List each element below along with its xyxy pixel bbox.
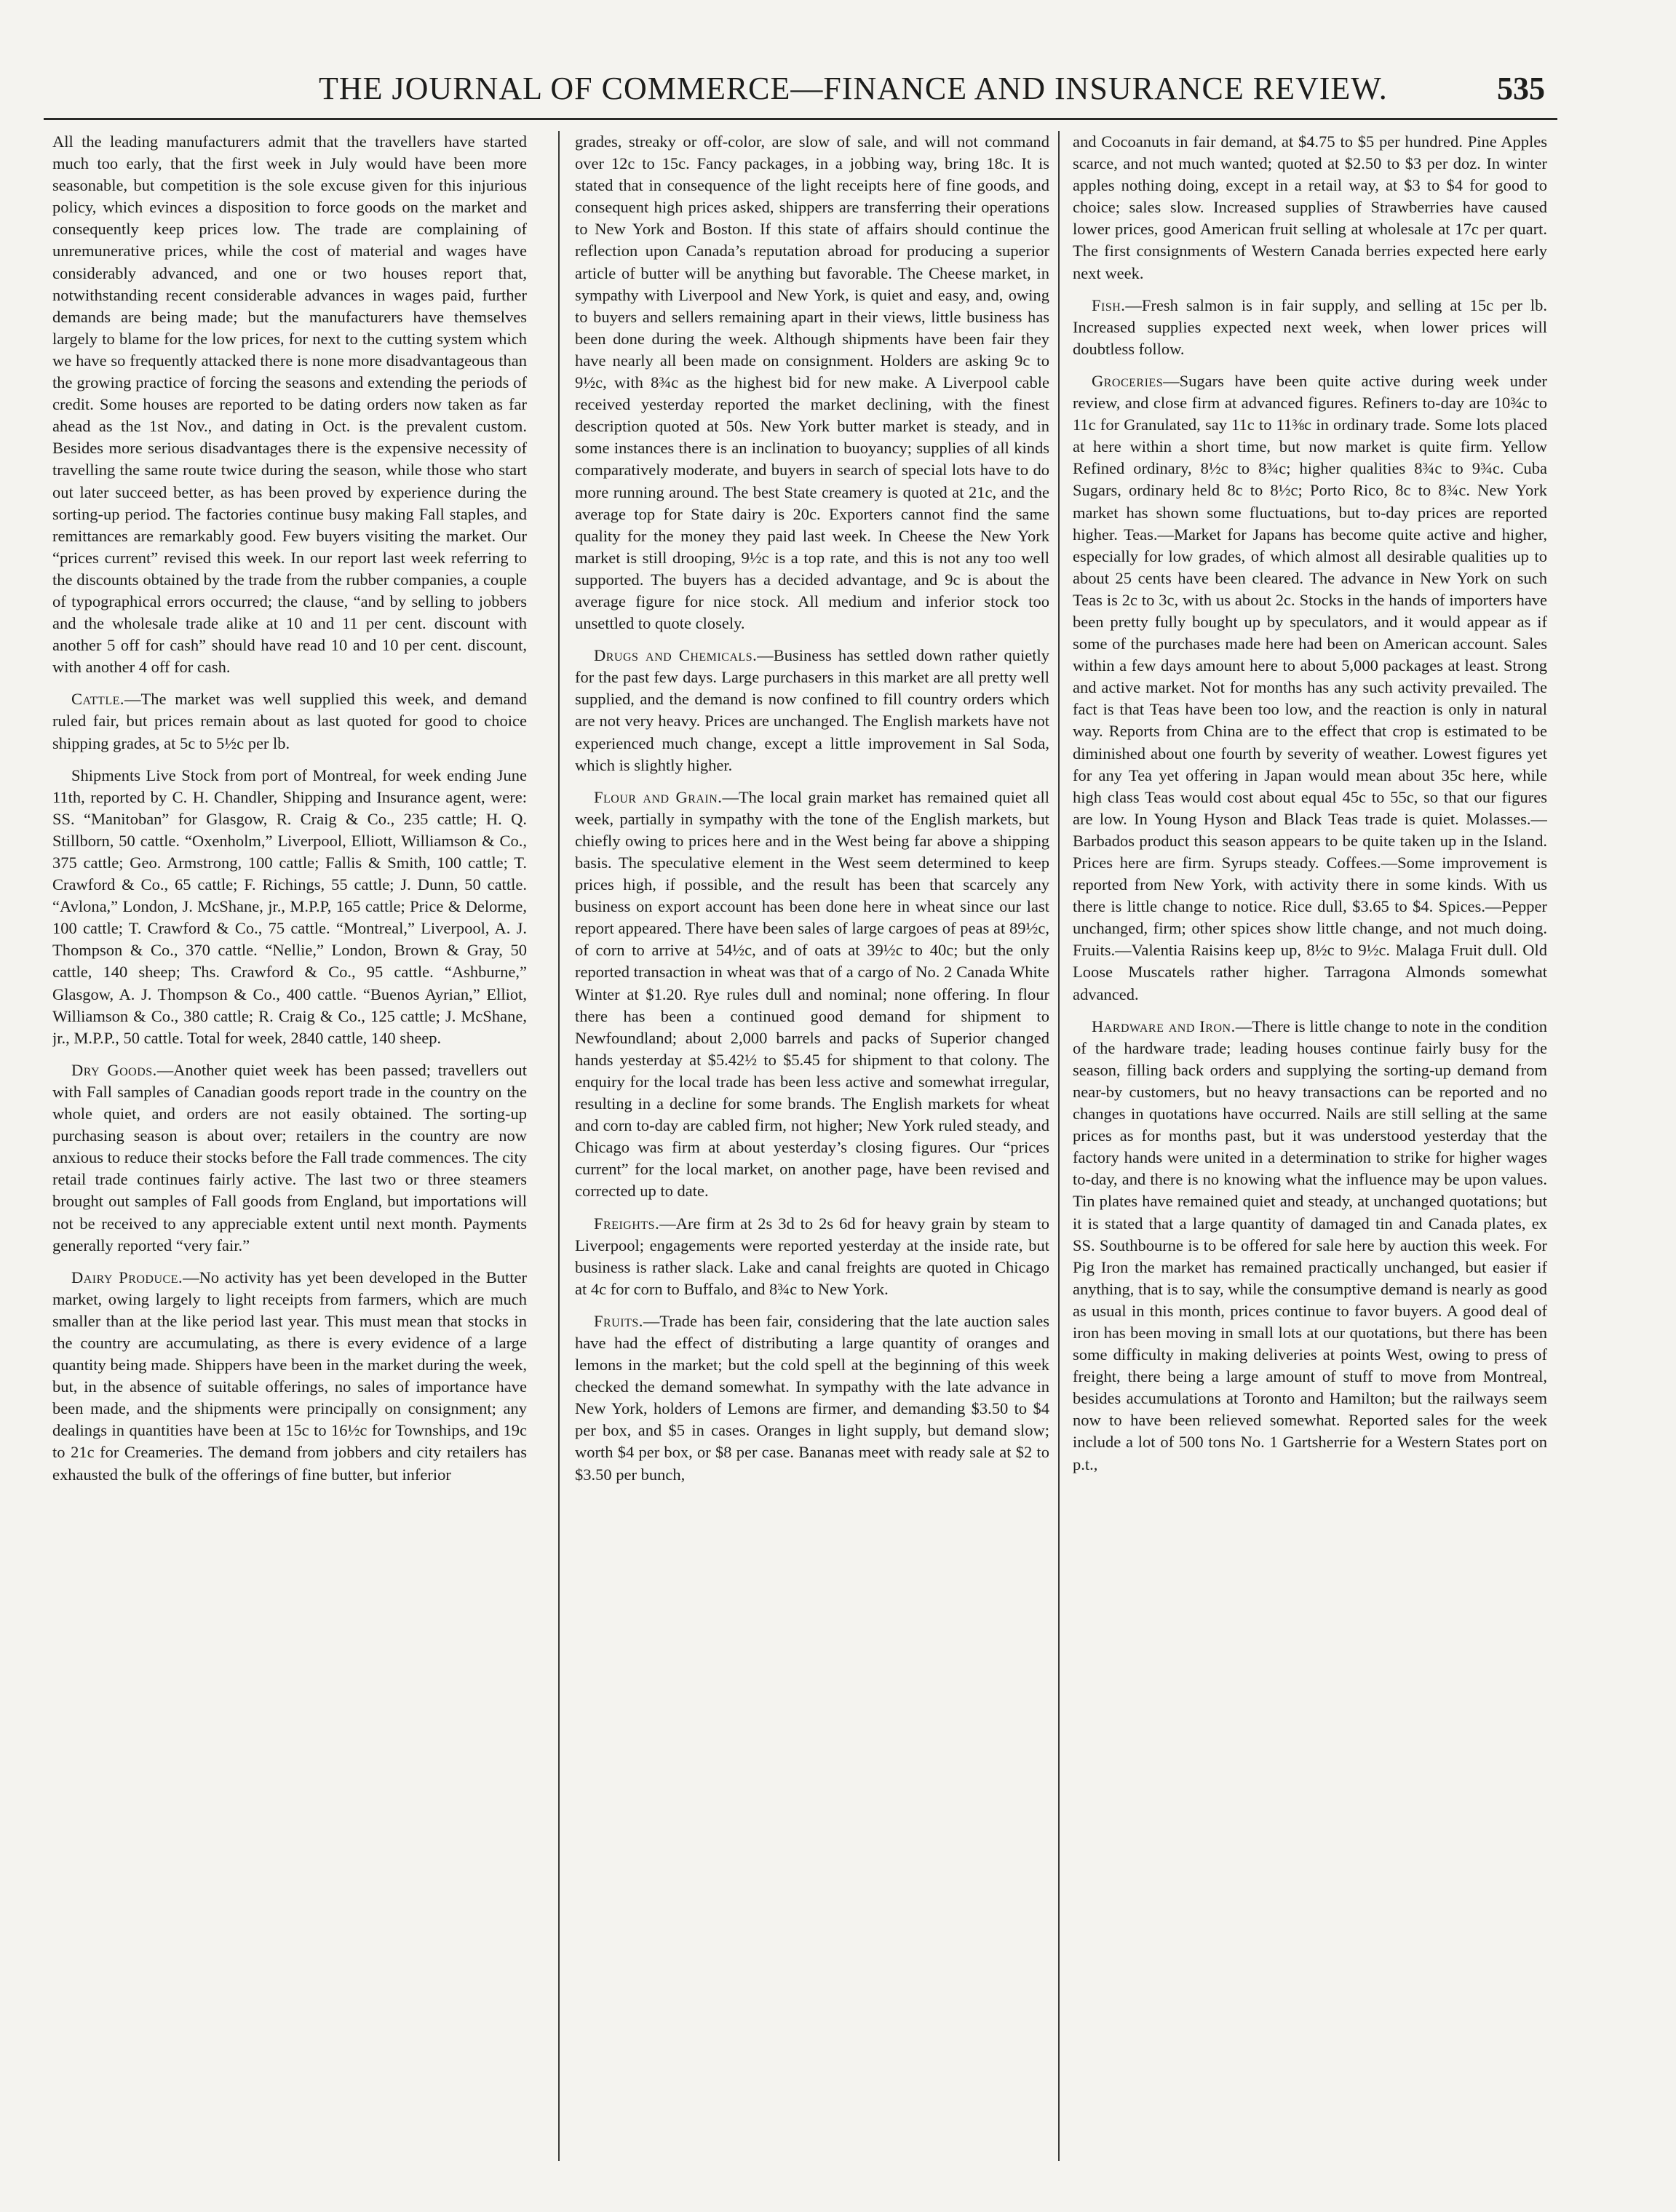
section-hardware-iron: Hardware and Iron.—There is little change to note in the condition of the hardware trade; leading houses continue fairly busy for the season, filling back orders and supplying the sorting-up demand from near-by customers, but no heavy transactions can be reported and no changes in quotations have occurred. Nails are still selling at the same prices as for months past, but it was understood yesterday that the factory hands were united in a determination to strike for higher wages to-day, and there is no knowing what the influence may be upon values. Tin plates have remained quiet and steady, at unchanged quotations; but it is stated that a large quantity of damaged tin and Canada plates, ex SS. Southbourne is to be offered for sale here by auction this week. For Pig Iron the market has remained practically unchanged, but easier if anything, that is to say, while the consumptive demand is nearly as good as usual in this month, prices continue to favor buyers. A good deal of iron has been moving in small lots at our quotations, but there has been some difficulty in making deliveries at points West, owing to press of freight, there being a large amount of stuff to move from Montreal, besides accumulations at Toronto and Hamilton; but the railways seem now to have been relieved somewhat. Reported sales for the week include a lot of 500 tons No. 1 Gartsherrie for a Western States port on p.t., bbox=[1073, 1017, 1547, 1473]
column-2 bbox=[575, 131, 1049, 2176]
section-heading: Fruits. bbox=[594, 1311, 643, 1330]
section-fish: Fish.—Fresh salmon is in fair supply, and selling at 15c per lb. Increased supplies expected next week, when lower prices will doubtless follow. bbox=[1073, 295, 1547, 358]
page-number: 535 bbox=[1497, 71, 1545, 106]
section-flour-grain: Flour and Grain.—The local grain market has remained quiet all week, partially in sympathy with the tone of the English markets, but chiefly owing to prices here and in the West being far above a shipping basis. The speculative element in the West seem determined to keep prices high, if possible, and the result has been that scarcely any business on export account has been done here in wheat since our last report appeared. There have been sales of large cargoes of peas at 89½c, of corn to arrive at 54½c, and of oats at 39½c to 40c; but the only reported transaction in wheat was that of a cargo of No. 2 Canada White Winter at $1.20. Rye rules dull and nominal; none offering. In flour there has been a continued good demand for shipment to Newfoundland; about 2,000 barrels and packs of Superior changed hands yesterday at $5.42½ to $5.45 for shipment to that colony. The enquiry for the local trade has been less active and somewhat irregular, resulting in a decline for some brands. The English markets for wheat and corn to-day are cabled firm, not higher; New York ruled steady, and Chicago was firm at about yesterday’s closing figures. Our “prices current” for the local market, on another page, have been revised and corrected up to date. bbox=[575, 787, 1049, 1201]
section-heading: Cattle. bbox=[71, 690, 125, 709]
section-heading: Groceries bbox=[1092, 371, 1164, 390]
section-heading: Hardware and Iron. bbox=[1092, 1017, 1236, 1035]
column-divider bbox=[558, 131, 560, 2161]
column-1 bbox=[52, 131, 527, 2176]
section-heading: Freights. bbox=[594, 1214, 660, 1233]
section-fruits: Fruits.—Trade has been fair, considering that the late auction sales have had the effect of distributing a large quantity of oranges and lemons in the market; but the cold spell at the beginning of this week checked the demand somewhat. In sympathy with the late advance in New York, holders of Lemons are firmer, and demanding $3.50 to $4 per box, and $5 in cases. Oranges in light supply, but demand slow; worth $4 per box, or $8 per case. Bananas meet with ready sale at $2 to $3.50 per bunch, bbox=[575, 1311, 1049, 1484]
section-heading: Dairy Produce. bbox=[71, 1268, 183, 1286]
section-dairy-produce: Dairy Produce.—No activity has yet been developed in the Butter market, owing largely to light receipts from farmers, which are much smaller than at the like period last year. This must mean that stocks in the country are accumulating, as there is every evidence of a large quantity being made. Shippers have been in the market during the week, but, in the absence of suitable offerings, no sales of importance have been made, and the shipments were principally on consignment; any dealings in quantities have been at 15c to 16½c for Townships, and 19c to 21c for Creameries. The demand from jobbers and city retailers has exhausted the bulk of the offerings of fine butter, but inferior bbox=[52, 1268, 527, 1484]
section-heading: Drugs and Chemicals. bbox=[594, 646, 758, 665]
section-drugs-chemicals: Drugs and Chemicals.—Business has settled down rather quietly for the past few days. Large purchasers in this market are all pretty well supplied, and the demand is now confined to fill country orders which are not very heavy. Prices are unchanged. The English markets have not experienced much change, except a little improvement in Sal Soda, which is slightly higher. bbox=[575, 646, 1049, 774]
paragraph: All the leading manufacturers admit that the travellers have started much too early, that the first week in July would have been more seasonable, but competition is the sole excuse given for this injurious policy, which evinces a disposition to force goods on the market and consequently keep prices low. The trade are complaining of unremunerative prices, while the cost of material and wages have considerably advanced, and one or two houses report that, notwithstanding recent considerable advances in wages paid, further demands are being made; but the manufacturers have themselves largely to blame for the low prices, for next to the cutting system which we have so frequently attacked there is none more disadvantageous than the growing practice of forcing the seasons and extending the periods of credit. Some houses are reported to be dating orders now taken as far ahead as the 1st Nov., and dating in Oct. is the prevalent custom. Besides more serious disadvantages there is the expensive necessity of travelling the same route twice during the season, while those who start out later succeed better, as has been proved by experience during the sorting-up period. The factories continue busy making Fall staples, and remittances are remarkably good. Few buyers visiting the market. Our “prices current” revised this week. In our report last week referring to the discounts obtained by the trade from the rubber companies, a couple of typographical errors occurred; the clause, “and by selling to jobbers and the wholesale trade alike at 10 and 11 per cent. discount with another 5 off for cash” should have read 10 and 10 per cent. discount, with another 4 off for cash. bbox=[52, 132, 527, 677]
section-heading: Dry Goods. bbox=[71, 1060, 157, 1079]
header-rule bbox=[44, 118, 1557, 120]
page-header bbox=[57, 70, 1545, 111]
column-divider bbox=[1058, 131, 1060, 2161]
section-heading: Fish. bbox=[1092, 295, 1126, 314]
journal-title: THE JOURNAL OF COMMERCE—FINANCE AND INSURANCE REVIEW. bbox=[319, 71, 1388, 106]
column-3 bbox=[1073, 131, 1547, 2176]
paragraph: grades, streaky or off-color, are slow of sale, and will not command over 12c to 15c. Fancy packages, in a jobbing way, bring 18c. It is stated that in consequence of the light receipts here of fine goods, and consequent high prices asked, shippers are transferring their operations to New York and Boston. If this state of affairs should continue the reflection upon Canada’s reputation abroad for producing a superior article of butter will be anything but favorable. The Cheese market, in sympathy with Liverpool and New York, is quiet and easy, and, owing to buyers and sellers remaining apart in their views, little business has been done during the week. Although shipments have been fair they have nearly all been made on consignment. Holders are asking 9c to 9½c, with 8¾c as the highest bid for new make. A Liverpool cable received yesterday reported the market declining, with the finest description quoted at 50s. New York butter market is steady, and in some instances there is an inclination to buoyancy; supplies of all kinds comparatively moderate, and buyers in search of special lots have to do more running around. The best State creamery is quoted at 21c, and the average top for State dairy is 20c. Exporters cannot find the same quality for the money they paid last week. In Cheese the New York market is still drooping, 9½c is a top rate, and this is not any too well supported. The buyers has a decided advantage, and 9c is about the average figure for nice stock. All medium and inferior stock too unsettled to quote closely. bbox=[575, 132, 1049, 633]
section-cattle: Cattle.—The market was well supplied this week, and demand ruled fair, but prices remain about as last quoted for good to choice shipping grades, at 5c to 5½c per lb. bbox=[52, 690, 527, 752]
section-dry-goods: Dry Goods.—Another quiet week has been passed; travellers out with Fall samples of Canadian goods report trade in the country on the whole quiet, and orders are not easily obtained. The sorting-up purchasing season is about over; retailers in the country are now anxious to reduce their stocks before the Fall trade commences. The city retail trade continues fairly active. The last two or three steamers brought out samples of Fall goods from England, but importations will not be received to any appreciable extent until next month. Payments generally reported “very fair.” bbox=[52, 1060, 527, 1254]
paragraph: and Cocoanuts in fair demand, at $4.75 to $5 per hundred. Pine Apples scarce, and not much wanted; quoted at $2.50 to $3 per doz. In winter apples nothing doing, except in a retail way, at $3 to $4 for good to choice; sales slow. Increased supplies of Strawberries have caused lower prices, good American fruit selling at wholesale at 17c per quart. The first consignments of Western Canada berries expected here early next week. bbox=[1073, 132, 1547, 282]
section-freights: Freights.—Are firm at 2s 3d to 2s 6d for heavy grain by steam to Liverpool; engagements were reported yesterday at the inside rate, but business is rather slack. Lake and canal freights are quoted in Chicago at 4c for corn to Buffalo, and 8¾c to New York. bbox=[575, 1214, 1049, 1298]
section-groceries: Groceries—Sugars have been quite active during week under review, and close firm at advanced figures. Refiners to-day are 10¾c to 11c for Granulated, say 11c to 11⅜c in ordinary trade. Some lots placed at here within a short time, but now market is quite firm. Yellow Refined ordinary, 8½c to 8¾c; higher qualities 8¾c to 9¾c. Cuba Sugars, ordinary held 8c to 8½c; Porto Rico, 8c to 8¾c. New York market has shown some fluctuations, but to-day prices are reported higher. Teas.—Market for Japans has become quite active and higher, especially for low grades, of which almost all desirable qualities up to about 25 cents have been cleared. The advance in New York on such Teas is 2c to 3c, with us about 2c. Stocks in the hands of importers have been pretty fully bought up by speculators, and it would appear as if some of the purchases made here had been on American account. Sales within a few days amount here to about 5,000 packages at least. Strong and active market. Not for months has any such activity prevailed. The fact is that Teas have been too low, and the reaction is only in natural way. Reports from China are to the effect that crop is estimated to be diminished about one fourth by severity of weather. Lowest figures yet for any Tea yet offering in Japan would mean about 35c here, while high class Teas would cost about equal 45c to 55c, so that our figures are low. In Young Hyson and Black Teas trade is quiet. Molasses.—Barbados product this season appears to be quite taken up in the Island. Prices here are firm. Syrups steady. Coffees.—Some improvement is reported from New York, with activity there in some kinds. With us there is little change to notice. Rice dull, $3.65 to $4. Spices.—Pepper unchanged, firm; other spices show little change, and not much doing. Fruits.—Valentia Raisins keep up, 8½c to 9½c. Malaga Fruit dull. Old Loose Muscatels rather higher. Tarragona Almonds somewhat advanced. bbox=[1073, 371, 1547, 1003]
section-heading: Flour and Grain. bbox=[594, 787, 723, 806]
paragraph-shipments: Shipments Live Stock from port of Montreal, for week ending June 11th, reported by C. H. Chandler, Shipping and Insurance agent, were: SS. “Manitoban” for Glasgow, R. Craig & Co., 235 cattle; H. Q. Stillborn, 50 cattle. “Oxenholm,” Liverpool, Elliott, Williamson & Co., 375 cattle; Geo. Armstrong, 100 cattle; Fallis & Smith, 100 cattle; T. Crawford & Co., 65 cattle; F. Richings, 55 cattle; J. Dunn, 50 cattle. “Avlona,” London, J. McShane, jr., M.P.P, 165 cattle; Price & Delorme, 100 cattle; T. Crawford & Co., 75 cattle. “Montreal,” Liverpool, A. J. Thompson & Co., 370 cattle. “Nellie,” London, Brown & Gray, 50 cattle, 140 sheep; Ths. Crawford & Co., 95 cattle. “Ashburne,” Glasgow, A. J. Thompson & Co., 400 cattle. “Buenos Ayrian,” Elliot, Williamson & Co., 380 cattle; R. Craig & Co., 125 cattle; J. McShane, jr., M.P.P., 50 cattle. Total for week, 2840 cattle, 140 sheep. bbox=[52, 765, 527, 1047]
